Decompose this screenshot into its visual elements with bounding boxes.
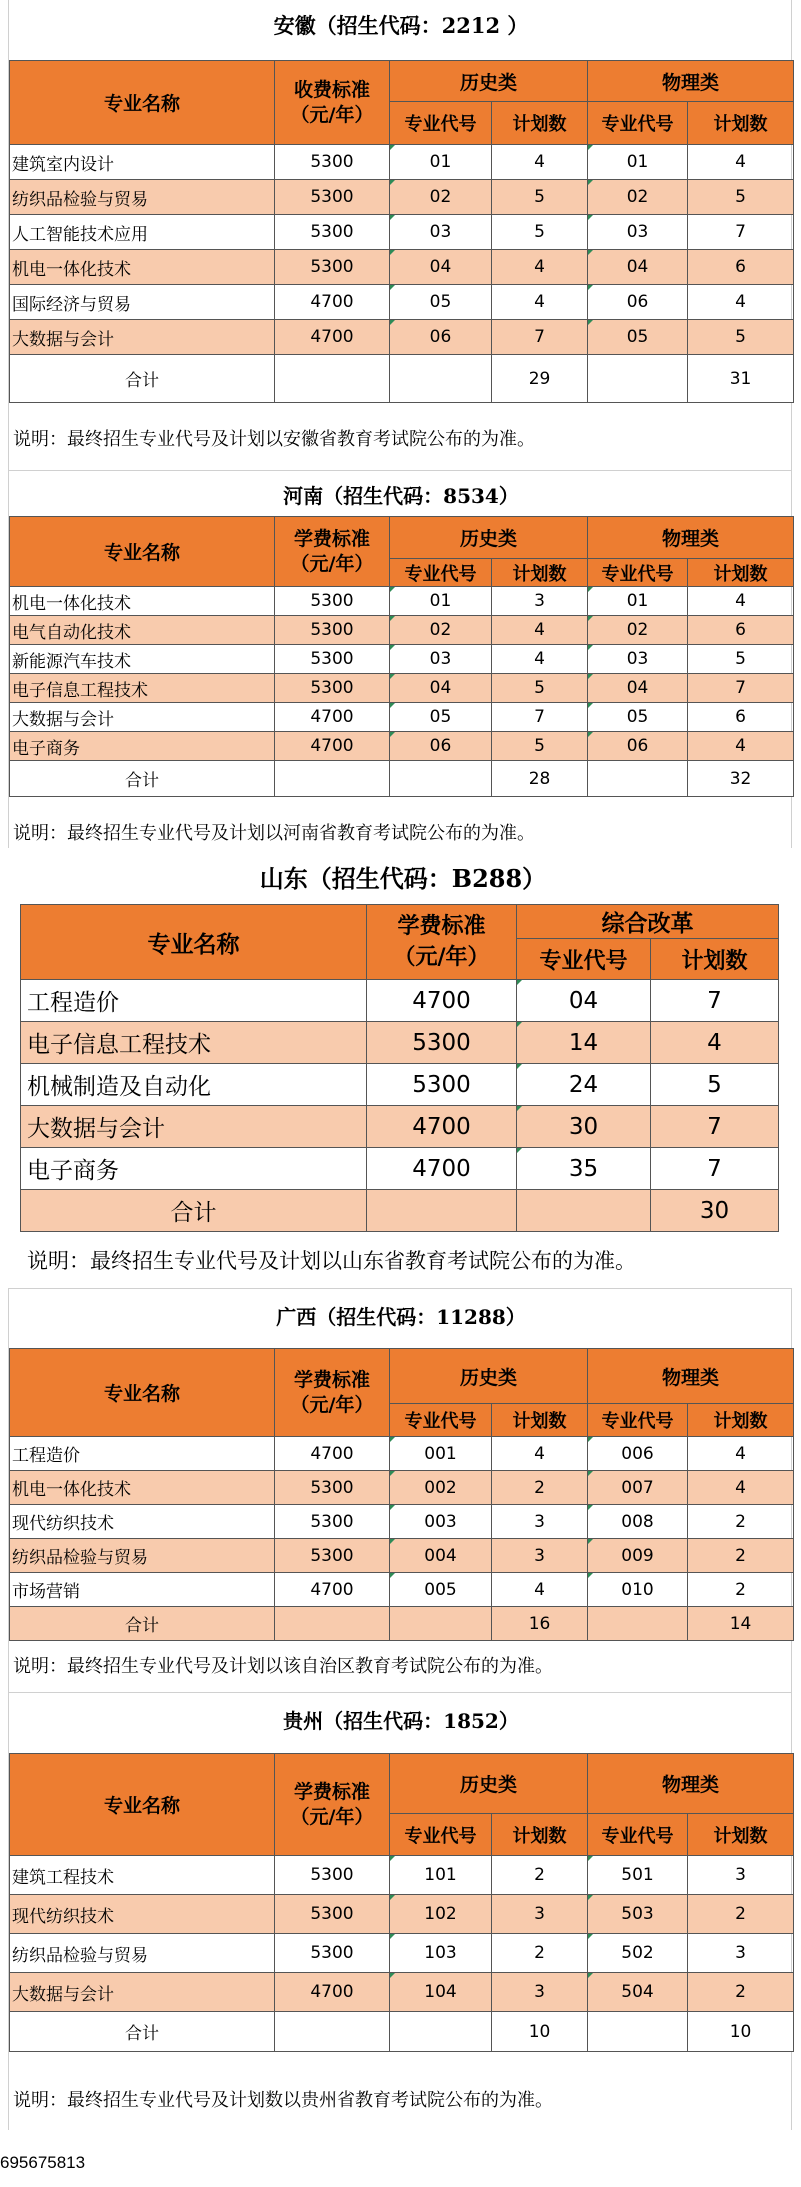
table-row: 纺织品检验与贸易 5300 02 5 02 5 — [10, 180, 794, 215]
header-history-plan: 计划数 — [492, 559, 588, 587]
header-name: 专业名称 — [10, 61, 275, 145]
table-row: 机电一体化技术 5300 01 3 01 4 — [10, 587, 794, 616]
header-physics-code: 专业代号 — [588, 102, 688, 145]
header-history-code: 专业代号 — [390, 1814, 492, 1856]
footer-number: 695675813 — [0, 2153, 86, 2172]
table-row: 机电一体化技术 5300 04 4 04 6 — [10, 250, 794, 285]
table-row: 工程造价 4700 04 7 — [21, 980, 779, 1022]
anhui-title: 安徽（招生代码：2212 ） — [273, 13, 529, 38]
header-physics: 物理类 — [588, 1349, 794, 1404]
header-history-plan: 计划数 — [492, 1404, 588, 1437]
header-fee: 学费标准 （元/年） — [275, 1754, 390, 1856]
henan-table — [9, 516, 794, 797]
header-fee: 学费标准 （元/年） — [275, 1349, 390, 1437]
header-reform: 综合改革 — [517, 905, 779, 939]
section-guizhou — [8, 1692, 792, 2130]
header-history-code: 专业代号 — [390, 1404, 492, 1437]
guizhou-note: 说明：最终招生专业代号及计划数以贵州省教育考试院公布的为准。 — [13, 2090, 553, 2111]
header-plan: 计划数 — [651, 939, 779, 980]
table-row: 纺织品检验与贸易 5300 103 2 502 3 — [10, 1934, 794, 1973]
header-physics-code: 专业代号 — [588, 1814, 688, 1856]
header-code: 专业代号 — [517, 939, 651, 980]
header-history-plan: 计划数 — [492, 1814, 588, 1856]
table-row: 国际经济与贸易 4700 05 4 06 4 — [10, 285, 794, 320]
total-row: 合计 29 31 — [10, 355, 794, 403]
header-history: 历史类 — [390, 1754, 588, 1814]
header-physics-plan: 计划数 — [688, 1814, 794, 1856]
table-row: 建筑室内设计 5300 01 4 01 4 — [10, 145, 794, 180]
shandong-title: 山东（招生代码：B288） — [259, 864, 547, 893]
header-history: 历史类 — [390, 61, 588, 102]
table-row: 电子信息工程技术 5300 14 4 — [21, 1022, 779, 1064]
header-name: 专业名称 — [10, 1754, 275, 1856]
table-row: 现代纺织技术 5300 102 3 503 2 — [10, 1895, 794, 1934]
header-physics-plan: 计划数 — [688, 1404, 794, 1437]
table-row: 现代纺织技术 5300 003 3 008 2 — [10, 1505, 794, 1539]
header-physics-plan: 计划数 — [688, 102, 794, 145]
header-physics: 物理类 — [588, 1754, 794, 1814]
table-row: 新能源汽车技术 5300 03 4 03 5 — [10, 645, 794, 674]
header-history: 历史类 — [390, 1349, 588, 1404]
total-row: 合计 30 — [21, 1190, 779, 1232]
anhui-table — [9, 60, 794, 403]
header-fee: 收费标准 （元/年） — [275, 61, 390, 145]
guangxi-note: 说明：最终招生专业代号及计划以该自治区教育考试院公布的为准。 — [13, 1656, 553, 1677]
header-physics-code: 专业代号 — [588, 1404, 688, 1437]
guangxi-title: 广西（招生代码：11288） — [276, 1305, 526, 1329]
henan-title: 河南（招生代码：8534） — [283, 484, 519, 508]
section-anhui — [8, 0, 792, 470]
header-physics: 物理类 — [588, 61, 794, 102]
header-physics: 物理类 — [588, 517, 794, 559]
table-row: 工程造价 4700 001 4 006 4 — [10, 1437, 794, 1471]
header-physics-plan: 计划数 — [688, 559, 794, 587]
table-row: 机械制造及自动化 5300 24 5 — [21, 1064, 779, 1106]
guizhou-table — [9, 1753, 794, 2052]
header-name: 专业名称 — [21, 905, 367, 980]
table-row: 建筑工程技术 5300 101 2 501 3 — [10, 1856, 794, 1895]
total-row: 合计 28 32 — [10, 761, 794, 797]
table-row: 大数据与会计 4700 06 7 05 5 — [10, 320, 794, 355]
guizhou-title: 贵州（招生代码：1852） — [283, 1709, 519, 1733]
table-row: 纺织品检验与贸易 5300 004 3 009 2 — [10, 1539, 794, 1573]
table-row: 大数据与会计 4700 104 3 504 2 — [10, 1973, 794, 2012]
table-row: 电子信息工程技术 5300 04 5 04 7 — [10, 674, 794, 703]
shandong-note: 说明：最终招生专业代号及计划以山东省教育考试院公布的为准。 — [27, 1249, 636, 1273]
table-row: 大数据与会计 4700 30 7 — [21, 1106, 779, 1148]
table-row: 大数据与会计 4700 05 7 05 6 — [10, 703, 794, 732]
header-name: 专业名称 — [10, 517, 275, 587]
guangxi-table — [9, 1348, 794, 1641]
table-row: 市场营销 4700 005 4 010 2 — [10, 1573, 794, 1607]
header-fee: 学费标准 （元/年） — [275, 517, 390, 587]
table-row: 人工智能技术应用 5300 03 5 03 7 — [10, 215, 794, 250]
table-row: 机电一体化技术 5300 002 2 007 4 — [10, 1471, 794, 1505]
table-row: 电子商务 4700 35 7 — [21, 1148, 779, 1190]
header-history-code: 专业代号 — [390, 559, 492, 587]
anhui-note: 说明：最终招生专业代号及计划以安徽省教育考试院公布的为准。 — [13, 429, 535, 450]
shandong-table — [20, 904, 779, 1232]
total-row: 合计 16 14 — [10, 1607, 794, 1641]
header-history-plan: 计划数 — [492, 102, 588, 145]
section-guangxi — [8, 1288, 792, 1692]
header-name: 专业名称 — [10, 1349, 275, 1437]
header-history-code: 专业代号 — [390, 102, 492, 145]
section-henan — [8, 470, 792, 848]
table-row: 电气自动化技术 5300 02 4 02 6 — [10, 616, 794, 645]
header-fee: 学费标准 （元/年） — [367, 905, 517, 980]
henan-note: 说明：最终招生专业代号及计划以河南省教育考试院公布的为准。 — [13, 823, 535, 844]
header-history: 历史类 — [390, 517, 588, 559]
header-physics-code: 专业代号 — [588, 559, 688, 587]
table-row: 电子商务 4700 06 5 06 4 — [10, 732, 794, 761]
total-row: 合计 10 10 — [10, 2012, 794, 2052]
section-shandong — [18, 848, 788, 1278]
